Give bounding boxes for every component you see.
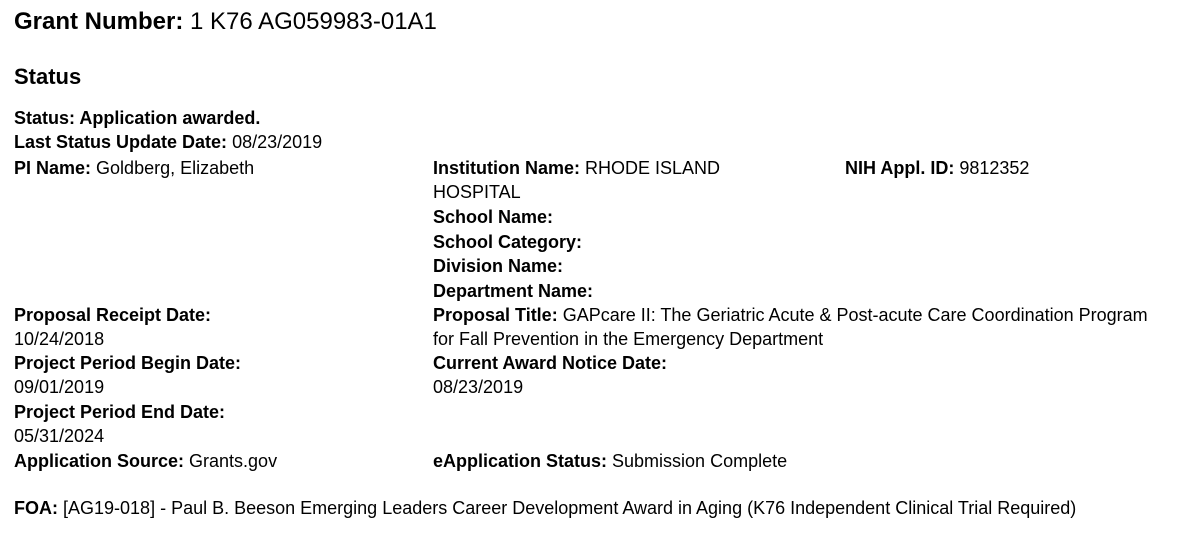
- institution-name-label: Institution Name:: [433, 158, 580, 178]
- nih-appl-id: [845, 156, 1029, 180]
- nih-appl-id-value: 9812352: [959, 158, 1030, 178]
- proposal-title: [433, 303, 1153, 351]
- division-name: Division Name:: [433, 256, 564, 276]
- school-category: School Category:: [433, 232, 583, 252]
- proposal-title-label: Proposal Title:: [433, 305, 558, 325]
- current-award-notice-value: 08/23/2019: [433, 377, 524, 397]
- pi-name: [14, 156, 254, 180]
- grant-number: [14, 6, 437, 38]
- project-period-begin-label: Project Period Begin Date:: [14, 353, 242, 373]
- pi-name-label: PI Name:: [14, 158, 92, 178]
- foa-label: FOA:: [14, 498, 58, 518]
- grant-number-label: Grant Number:: [14, 8, 184, 35]
- proposal-receipt-date-value: 10/24/2018: [14, 329, 105, 349]
- current-award-notice-label: Current Award Notice Date:: [433, 353, 668, 373]
- section-heading-status: Status: [14, 64, 82, 89]
- project-period-end-label: Project Period End Date:: [14, 402, 226, 422]
- foa: [14, 496, 1184, 520]
- proposal-title-value: GAPcare II: The Geriatric Acute & Post-acute Care Coordination Program for Fall Prevention in the Emergency Department: [433, 305, 1148, 349]
- project-period-begin-value: 09/01/2019: [14, 377, 105, 397]
- eapplication-status: [433, 449, 793, 473]
- eapplication-status-label: eApplication Status:: [433, 451, 608, 471]
- application-source: [14, 449, 277, 473]
- status-line: Status: Application awarded.: [14, 108, 261, 128]
- grant-number-value: 1 K76 AG059983-01A1: [190, 8, 437, 35]
- last-status-update-value: 08/23/2019: [232, 132, 323, 152]
- institution-name: [433, 156, 733, 204]
- nih-appl-id-label: NIH Appl. ID:: [845, 158, 955, 178]
- last-status-update: [14, 130, 322, 154]
- last-status-update-label: Last Status Update Date:: [14, 132, 228, 152]
- application-source-value: Grants.gov: [189, 451, 278, 471]
- proposal-receipt-date-label: Proposal Receipt Date:: [14, 305, 212, 325]
- foa-value: [AG19-018] - Paul B. Beeson Emerging Leaders Career Development Award in Aging (K76 Independent Clinical Trial Required): [63, 498, 1077, 518]
- project-period-end-value: 05/31/2024: [14, 426, 105, 446]
- application-source-label: Application Source:: [14, 451, 185, 471]
- pi-name-value: Goldberg, Elizabeth: [96, 158, 255, 178]
- eapplication-status-value: Submission Complete: [612, 451, 788, 471]
- school-name: School Name:: [433, 207, 554, 227]
- institution-name-value: RHODE ISLAND HOSPITAL: [433, 158, 721, 202]
- department-name: Department Name:: [433, 281, 594, 301]
